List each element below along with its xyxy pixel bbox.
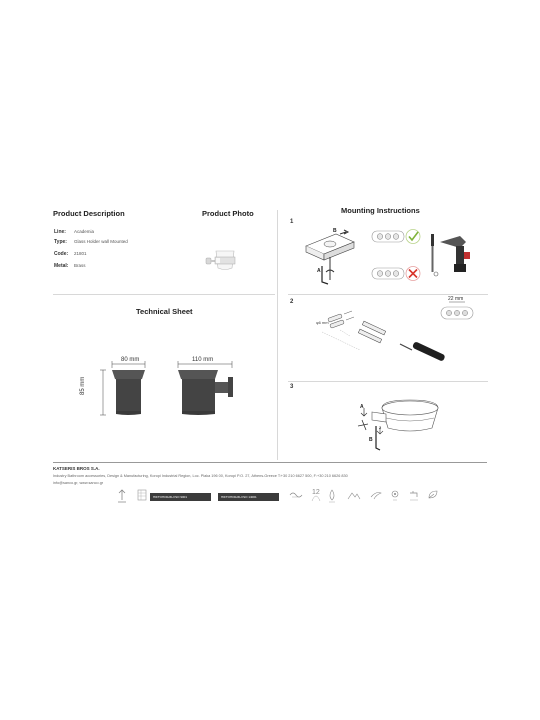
type-value: Glass Holder wall Mounted [74, 239, 128, 244]
divider-footer [53, 462, 487, 463]
leaf-icon [427, 489, 439, 511]
step1-label-a: A [317, 268, 321, 274]
step3-label-b: B [369, 437, 373, 443]
step2-hole-spacing: 22 mm [448, 296, 464, 302]
metal-value: Brass [74, 263, 86, 268]
product-photo-title: Product Photo [202, 209, 254, 218]
mounting-instructions-title: Mounting Instructions [341, 206, 420, 215]
technical-sheet-title: Technical Sheet [136, 307, 193, 316]
line-value: Academia [74, 229, 95, 234]
step-3-number: 3 [290, 384, 294, 390]
metal-label: Metal: [54, 263, 69, 269]
divider-step1 [288, 294, 488, 295]
quality-mark-icon [117, 489, 127, 511]
faucet-icon [408, 489, 420, 511]
gear-icon [390, 489, 400, 511]
product-description-title: Product Description [53, 209, 125, 218]
step-3-drawing [300, 386, 490, 456]
divider-horizontal-left [53, 294, 275, 295]
product-photo-image [204, 246, 240, 276]
dim-height: 85 mm [80, 376, 86, 395]
grid-mark-icon [137, 489, 147, 511]
step3-label-2: 2 [379, 425, 382, 430]
drop-icon [327, 489, 337, 511]
company-address: Industry Bathroom accessories, Design & Manufacturing, Koropi Industrial Region, Loc. Plaka 196 00, Koropi P.O. 27, Athens-Greece T:+30 210 6627 500, F:+30 210 6626 830 [53, 474, 348, 478]
company-contact: info@sanco.gr, www.sanco.gr [53, 481, 104, 485]
divider-vertical [277, 210, 278, 460]
dim-width-front: 80 mm [121, 357, 140, 363]
technical-drawing [90, 355, 250, 425]
line-label: Line: [54, 229, 66, 235]
code-label: Code: [54, 251, 69, 257]
type-label: Type: [54, 239, 67, 245]
step3-label-a: A [360, 404, 364, 410]
code-value: 21801 [74, 251, 87, 256]
step-2-drawing [300, 298, 490, 378]
divider-step2 [288, 381, 488, 382]
step1-label-b: B [333, 228, 337, 234]
iso-9001-badge: ΠΙΣΤΟΠΟΙΗΣΗ ISO 9001 [150, 493, 211, 501]
dim-width-side: 110 mm [192, 357, 214, 363]
waves-icon [289, 489, 303, 511]
swoosh-icon [370, 489, 382, 511]
step-1-number: 1 [290, 219, 294, 225]
iso-14001-badge: ΠΙΣΤΟΠΟΙΗΣΗ ISO 14001 [218, 493, 279, 501]
step-2-number: 2 [290, 299, 294, 305]
warranty-years: 12 [312, 489, 320, 496]
mountain-icon [347, 489, 361, 511]
step2-drill-size: φ6 mm [316, 320, 329, 325]
company-name: KATSERIS BROS S.A. [53, 466, 100, 471]
step-1-drawing [300, 222, 490, 292]
